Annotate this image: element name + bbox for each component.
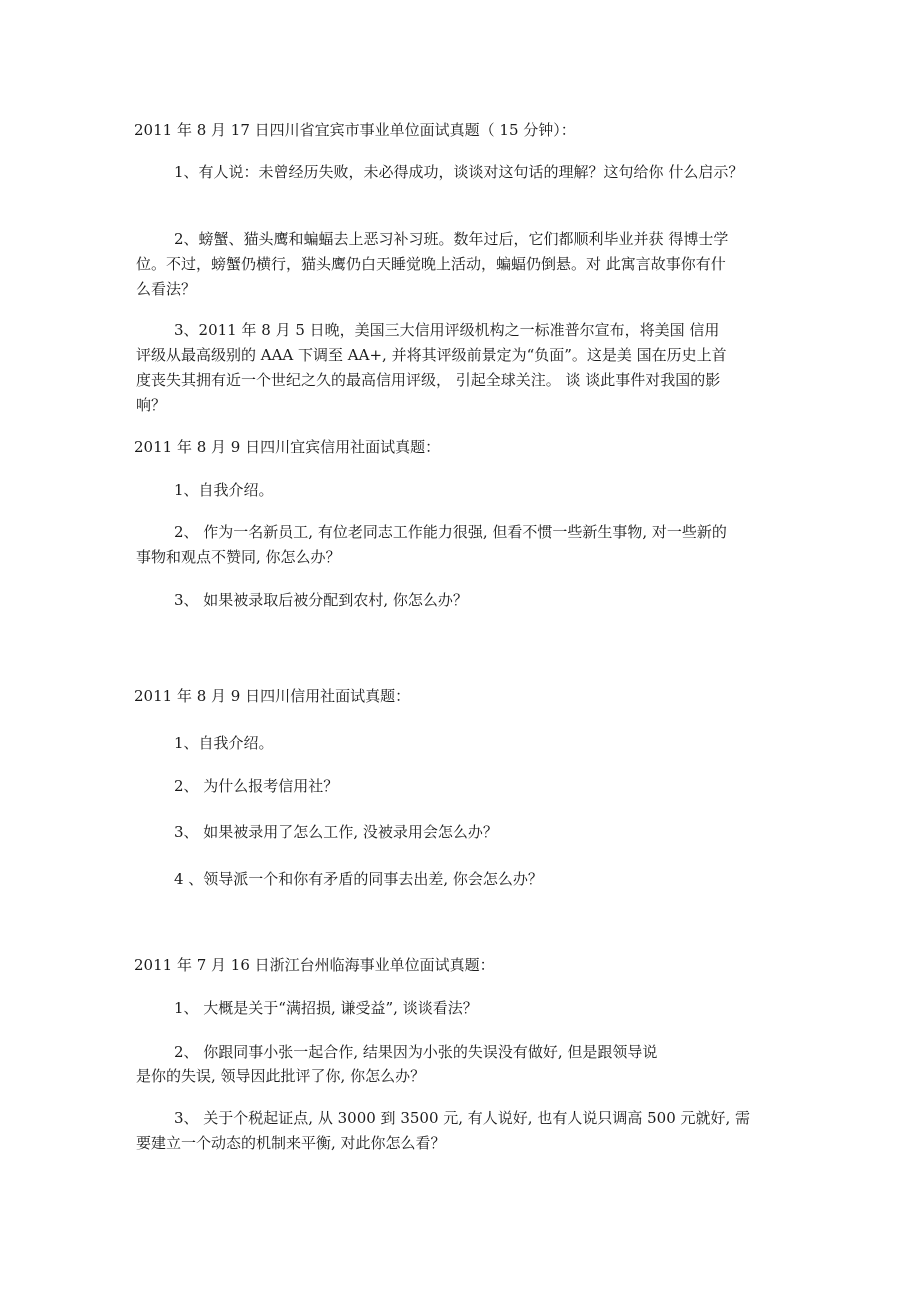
question-line: 事物和观点不赞同, 你怎么办？ — [136, 548, 341, 566]
question-line: 1、自我介绍。 — [174, 481, 274, 499]
question-line: 3、 如果被录用了怎么工作, 没被录用会怎么办？ — [174, 823, 498, 841]
question-line: 1、有人说：未曾经历失败，未必得成功，谈谈对这句话的理解？这句给你 什么启示？ — [174, 163, 744, 181]
question-line: 是你的失误, 领导因此批评了你, 你怎么办？ — [136, 1067, 426, 1085]
question-line: 1、 大概是关于“满招损, 谦受益”, 谈谈看法？ — [174, 999, 478, 1017]
question-line: 么看法？ — [136, 280, 197, 298]
question-line: 3、 如果被录取后被分配到农村, 你怎么办？ — [174, 591, 468, 609]
section-heading: 2011 年 8 月 17 日四川省宜宾市事业单位面试真题（ 15 分钟）： — [134, 121, 576, 139]
question-line: 3、 关于个税起证点, 从 3000 到 3500 元, 有人说好, 也有人说只调高 500 元就好, 需 — [174, 1109, 751, 1127]
question-line: 度丧失其拥有近一个世纪之久的最高信用评级， 引起全球关注。 谈 谈此事件对我国的影 — [136, 371, 721, 389]
question-line: 2、 你跟同事小张一起合作, 结果因为小张的失误没有做好, 但是跟领导说 — [174, 1043, 658, 1061]
question-line: 2、 为什么报考信用社？ — [174, 777, 339, 795]
question-line: 4 、领导派一个和你有矛盾的同事去出差, 你会怎么办？ — [174, 870, 543, 888]
question-line: 评级从最高级别的 AAA 下调至 AA+, 并将其评级前景定为“负面”。这是美 国在历史上首 — [136, 346, 727, 364]
section-heading: 2011 年 8 月 9 日四川宜宾信用社面试真题： — [134, 438, 441, 456]
section-heading: 2011 年 7 月 16 日浙江台州临海事业单位面试真题： — [134, 956, 495, 974]
question-line: 2、 作为一名新员工, 有位老同志工作能力很强, 但看不惯一些新生事物, 对一些新的 — [174, 523, 727, 541]
question-line: 响？ — [136, 396, 167, 414]
question-line: 要建立一个动态的机制来平衡, 对此你怎么看？ — [136, 1134, 446, 1152]
question-line: 2、螃蟹、猫头鹰和蝙蝠去上恶习补习班。数年过后，它们都顺利毕业并获 得博士学 — [174, 230, 729, 248]
question-line: 位。不过，螃蟹仍横行，猫头鹰仍白天睡觉晚上活动，蝙蝠仍倒悬。对 此寓言故事你有什 — [136, 255, 726, 273]
section-heading: 2011 年 8 月 9 日四川信用社面试真题： — [134, 687, 411, 705]
question-line: 3、2011 年 8 月 5 日晚，美国三大信用评级机构之一标准普尔宣布，将美国 信用 — [174, 321, 720, 339]
question-line: 1、自我介绍。 — [174, 734, 274, 752]
